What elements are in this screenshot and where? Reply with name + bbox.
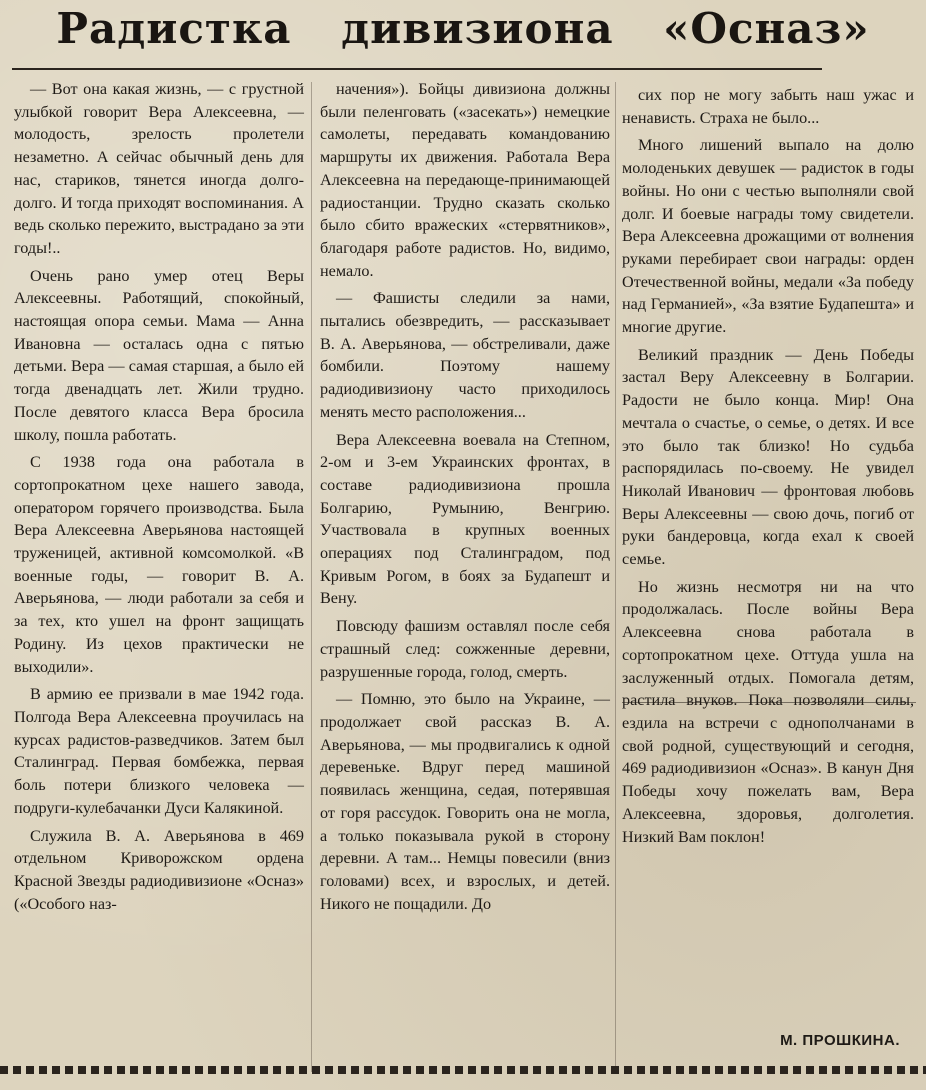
author-signature: М. ПРОШКИНА. xyxy=(780,1032,900,1049)
column-2 xyxy=(320,78,610,915)
paragraph: Служила В. А. Аверьянова в 469 отдельном Криворожском ордена Красной Звезды радиодивизионе «Осназ» («Особого наз- xyxy=(14,826,304,913)
article-headline: Радистка дивизиона «Осназ» xyxy=(56,4,870,53)
paragraph: — Вот она какая жизнь, — с грустной улыбкой говорит Вера Алексеевна, — молодость, зрелость пролетели незаметно. А сейчас обычный день для нас, стариков, тянется иногда долго-долго. И тогда приходят воспоминания. А ведь сколько пережито, выстрадано за эти годы!.. xyxy=(14,80,304,257)
paragraph: сих пор не могу забыть наш ужас и ненависть. Страха не было... xyxy=(622,86,914,127)
paragraph: Повсюду фашизм оставлял после себя страшный след: сожженные деревни, разрушенные города, голод, смерть. xyxy=(320,617,610,681)
paragraph: начения»). Бойцы дивизиона должны были пеленговать («засекать») немецкие самолеты, передавать командованию маршруты их движения. Работала Вера Алексеевна на передающе-принимающей радиостанции. Трудно сказать сколько было сбито вражеских «стервятников», благодаря работе радистов. Но, видимо, немало. xyxy=(320,80,610,280)
column-3 xyxy=(622,84,914,848)
paragraph: С 1938 года она работала в сортопрокатном цехе нашего завода, оператором горячего производства. Была Вера Алексеевна Аверьянова настоящей труженицей, активной комсомолкой. «В военные годы, — говорит В. А. Аверьянова, — люди работали за себя и за тех, кто ушел на фронт защищать Родину. Из цехов практически не выходили». xyxy=(14,453,304,676)
paragraph: Много лишений выпало на долю молоденьких девушек — радисток в годы войны. Но они с честью выполняли свой долг. И боевые награды тому свидетели. Вера Алексеевна дрожащими от волнения руками перебирает свои награды: орден Отечественной войны, медали «За победу над Германией», «За взятие Будапешта» и многие другие. xyxy=(622,136,914,337)
paragraph: Великий праздник — День Победы застал Веру Алексеевну в Болгарии. Радости не было конца. Мир! Она мечтала о счастье, о семье, о детях. И все это было так близко! Но судьба распорядилась по-своему. Не увидел Николай Иванович — фронтовая любовь Веры Алексеевны — свою дочь, погиб от руки бандеровца, когда ехал к своей семье. xyxy=(622,345,914,569)
section-rule xyxy=(622,702,916,703)
column-1 xyxy=(14,78,304,915)
paragraph: Очень рано умер отец Веры Алексеевны. Работящий, спокойный, настоящая опора семьи. Мама — Анна Ивановна — осталась одна с пятью детьми. Вера — самая старшая, а было ей тогда двенадцать лет. Жили трудно. После девятого класса Вера бросила школу, пошла работать. xyxy=(14,266,304,444)
paragraph: Вера Алексеевна воевала на Степном, 2-ом и 3-ем Украинских фронтах, в составе радиодивизиона прошла Болгарию, Румынию, Венгрию. Участвовала в крупных военных операциях под Сталинградом, под Кривым Рогом, в боях за Будапешт и Вену. xyxy=(320,430,610,608)
paragraph: — Помню, это было на Украине, — продолжает свой рассказ В. А. Аверьянова, — мы продвигались к одной деревеньке. Вдруг перед машиной появилась женщина, седая, потерявшая от горя рассудок. Говорить она не могла, а только показывала рукой в сторону деревни. А там... Немцы повесили (вниз головами) всех, и взрослых, и детей. Никого не пощадили. До xyxy=(320,690,610,913)
bottom-dashed-border xyxy=(0,1066,926,1074)
headline-rule xyxy=(12,68,822,70)
paragraph: Но жизнь несмотря ни на что продолжалась. После войны Вера Алексеевна снова работала в сортопрокатном цехе. Оттуда ушла на заслуженный отдых. Помогала детям, растила внуков. Пока позволяли силы, ездила на встречи с однополчанами в свой родной, существующий и сегодня, 469 радиодивизион «Осназ». В канун Дня Победы хочу пожелать вам, Вера Алексеевна, здоровья, долголетия. Низкий Вам поклон! xyxy=(622,577,914,846)
column-divider xyxy=(615,82,616,1072)
column-divider xyxy=(311,82,312,1072)
paragraph: В армию ее призвали в мае 1942 года. Полгода Вера Алексеевна проучилась на курсах радистов-разведчиков. Затем был Сталинград. Первая бомбежка, первая боль потери близкого человека — подруги-кулебачанки Дуси Калякиной. xyxy=(14,685,304,817)
paragraph: — Фашисты следили за нами, пытались обезвредить, — рассказывает В. А. Аверьянова, — обстреливали, даже бомбили. Поэтому нашему радиодивизиону часто приходилось менять место расположения... xyxy=(320,289,610,421)
